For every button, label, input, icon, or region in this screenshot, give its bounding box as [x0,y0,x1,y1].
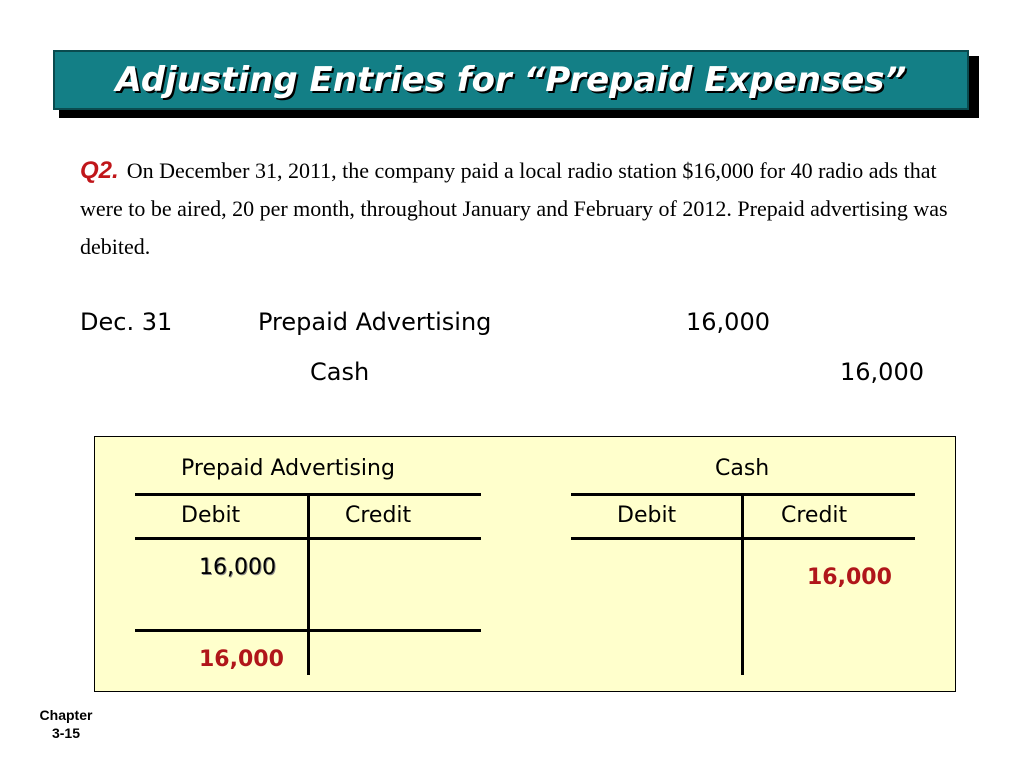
footer-chapter-label: Chapter [39,707,93,723]
debit-header: Debit [617,503,677,528]
credit-entry-amount: 16,000 [807,565,892,590]
debit-header: Debit [181,503,241,528]
slide-title: Adjusting Entries for “Prepaid Expenses” [115,60,907,100]
credit-header: Credit [345,503,412,528]
journal-debit-amount: 16,000 [686,308,770,336]
t-account-header-line [135,537,481,540]
t-account-divider [741,493,744,675]
journal-credit-amount: 16,000 [840,358,924,386]
t-account-title: Cash [715,456,770,481]
t-account-divider [307,493,310,675]
t-accounts-panel [94,436,956,692]
question-paragraph [80,152,970,266]
footer-page-number: 3-15 [51,725,81,741]
journal-date: Dec. 31 [80,308,173,336]
journal-credit-account: Cash [310,358,370,386]
question-label: Q2. [80,157,119,184]
debit-entry-amount: 16,000 [199,555,276,580]
title-banner [53,50,969,110]
credit-header: Credit [781,503,848,528]
t-account-header-line [571,537,915,540]
chapter-footer [26,706,106,742]
journal-debit-account: Prepaid Advertising [258,308,492,336]
t-account-total-line [135,629,481,632]
balance-amount: 16,000 [199,647,284,672]
t-account-title: Prepaid Advertising [181,456,395,481]
question-text: On December 31, 2011, the company paid a local radio station $16,000 for 40 radio ads that were to be aired, 20 per month, throughout January and February of 2012. Prepaid advertising was debited. [80,158,948,259]
